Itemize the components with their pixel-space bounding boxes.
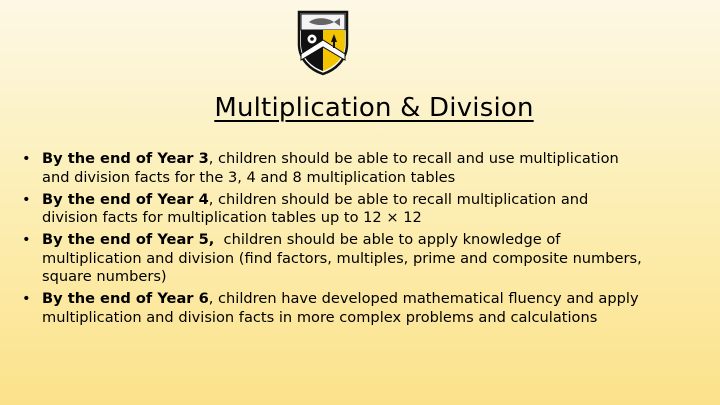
list-item xyxy=(22,290,642,327)
bullet-lead: By the end of Year 6 xyxy=(42,290,209,307)
list-item xyxy=(22,231,647,287)
bullet-text: , children should be able to recall multiplication and division facts for multiplication tables up to 12 × 12 xyxy=(42,190,589,226)
bullet-text: children should be able to apply knowledge of multiplication and division (find factors, multiples, prime and composite numbers, square numbers) xyxy=(42,231,647,285)
bullet-text: , children should be able to recall and use multiplication and division facts for the 3, 4 and 8 multiplication tables xyxy=(42,150,619,186)
bullet-lead: By the end of Year 5, xyxy=(42,231,215,248)
bullet-dot-icon: • xyxy=(22,231,31,248)
school-crest-icon xyxy=(297,10,349,76)
bullet-text: , children have developed mathematical fluency and apply multiplication and division facts in more complex problems and calculations xyxy=(42,290,639,326)
slide-title: Multiplication & Division xyxy=(214,93,534,123)
list-item xyxy=(22,150,642,187)
bullet-dot-icon: • xyxy=(22,190,31,208)
list-item xyxy=(22,191,642,228)
bullet-dot-icon: • xyxy=(22,290,31,307)
bullet-list xyxy=(22,150,647,331)
bullet-dot-icon: • xyxy=(22,150,31,167)
bullet-lead: By the end of Year 4 xyxy=(42,190,209,208)
bullet-lead: By the end of Year 3 xyxy=(42,150,209,167)
